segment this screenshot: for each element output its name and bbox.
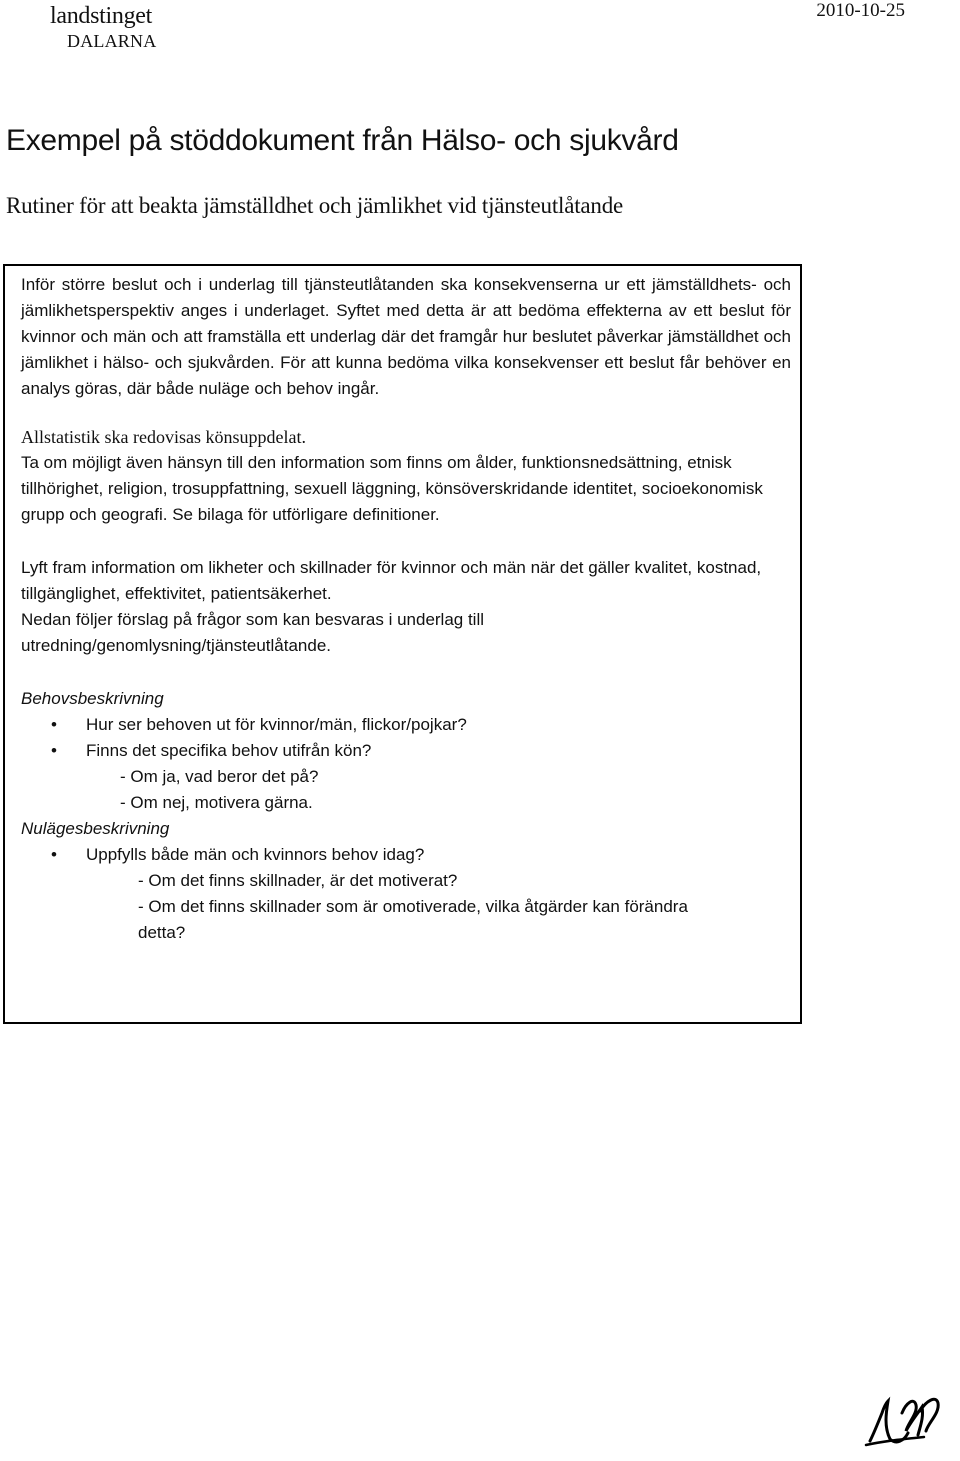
list-item: • Uppfylls både män och kvinnors behov idag? [21,842,791,868]
section-heading-nulage: Nulägesbeskrivning [21,819,170,838]
logo-text-line2: DALARNA [67,31,157,51]
logo-text-line1: landstinget [50,3,153,29]
section-heading-behov: Behovsbeskrivning [21,689,164,708]
sub-item: - Om det finns skillnader som är omotiverade, vilka åtgärder kan förändra [138,897,688,916]
bullet-list-behov [21,712,791,764]
questions-intro-paragraph: Nedan följer förslag på frågor som kan besvaras i underlag till utredning/genomlysning/tjänsteutlåtande. [21,610,485,655]
sub-item: - Om nej, motivera gärna. [120,793,313,812]
document-date: 2010-10-25 [816,0,905,21]
page-subtitle: Rutiner för att beakta jämställdhet och jämlikhet vid tjänsteutlåtande [6,193,624,218]
sub-item: - Om det finns skillnader, är det motiverat? [138,871,458,890]
content-body [21,272,791,946]
organization-logo [50,4,156,50]
sub-item: - Om ja, vad beror det på? [120,767,319,786]
diversity-paragraph: Ta om möjligt även hänsyn till den information som finns om ålder, funktionsnedsättning, etnisk tillhörighet, religion, trosuppfattning, sexuell läggning, könsöverskridande identitet, socioekonomisk grupp och geografi. Se bilaga för utförligare definitioner. [21,453,763,524]
content-frame [3,264,802,1024]
intro-paragraph: Inför större beslut och i underlag till tjänsteutlåtanden ska konsekvenserna ur ett jämställdhets- och jämlikhetsperspektiv anges i underlaget. Syftet med detta är att bedöma effekterna av ett beslut för kvinnor och män och att framställa ett underlag där det framgår hur beslutet påverkar jämställdhet och jämlikhet i hälso- och sjukvården. För att kunna bedöma vilka konsekvenser ett beslut får behöver en analys göras, där både nuläge och behov ingår. [21,275,791,398]
bullet-list-nulage [21,842,791,868]
comparison-paragraph: Lyft fram information om likheter och skillnader för kvinnor och män när det gäller kvalitet, kostnad, tillgänglighet, effektivitet, patientsäkerhet. [21,558,762,603]
page-title: Exempel på stöddokument från Hälso- och sjukvård [6,124,679,157]
handwritten-signature [864,1383,946,1453]
list-item: • Hur ser behoven ut för kvinnor/män, flickor/pojkar? [21,712,791,738]
statistics-note: Allstatistik ska redovisas könsuppdelat. [21,427,306,447]
sub-item-continuation: detta? [138,923,186,942]
list-item: • Finns det specifika behov utifrån kön? [21,738,791,764]
